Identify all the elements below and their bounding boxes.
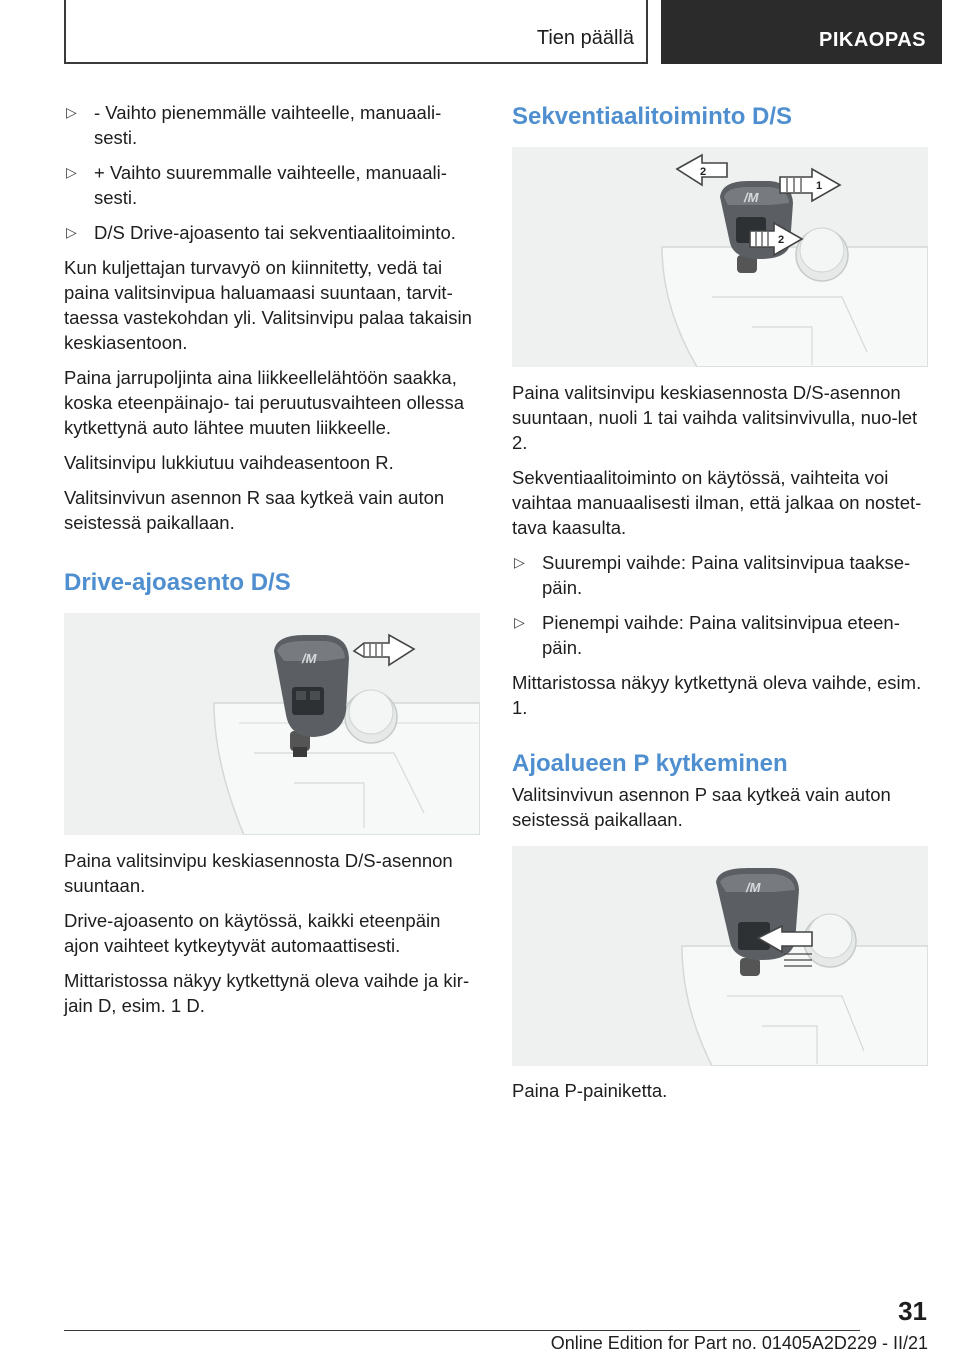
- gear-selector-illustration: [64, 613, 480, 835]
- paragraph: Sekventiaalitoiminto on käytössä, vaihteita voi vaihtaa manuaalisesti ilman, että jalkaa on nostet-tava kaasulta.: [512, 467, 922, 538]
- bullet-item: [512, 550, 928, 600]
- bullet-item: [64, 160, 480, 210]
- svg-text:/M: /M: [744, 190, 759, 205]
- gear-selector-illustration: [512, 147, 928, 367]
- section-heading-drive: Drive-ajoasento D/S: [64, 569, 291, 596]
- section-heading-park: Ajoalueen P kytkeminen: [512, 750, 788, 777]
- header-section-box: [64, 0, 648, 64]
- paragraph: Valitsinvivun asennon P saa kytkeä vain auton seistessä paikallaan.: [512, 784, 891, 830]
- paragraph: Paina valitsinvipu keskiasennosta D/S-asennon suuntaan.: [64, 850, 453, 896]
- edition-note: Online Edition for Part no. 01405A2D229 - II/21: [550, 1333, 928, 1353]
- right-column: [512, 100, 928, 1113]
- gear-selector-figure-sequential: [512, 147, 928, 367]
- svg-text:/M: /M: [302, 651, 317, 666]
- arrow-label-2-lower: 2: [778, 234, 785, 246]
- triangle-bullet-icon: ▷: [66, 224, 77, 240]
- left-column: [64, 100, 480, 1028]
- svg-text:/M: /M: [746, 880, 761, 895]
- paragraph: Paina jarrupoljinta aina liikkeellelähtöön saakka, koska eteenpäinajo- tai peruutusvaihteen ollessa kytkettynä auto lähtee muuten liikkeelle.: [64, 367, 465, 438]
- paragraph: Drive-ajoasento on käytössä, kaikki eteenpäin ajon vaihteet kytkeytyvät automaattisesti.: [64, 910, 441, 956]
- triangle-bullet-icon: ▷: [66, 164, 77, 180]
- bullet-item: [512, 610, 928, 660]
- header-section-title: Tien päällä: [536, 27, 634, 49]
- paragraph: Kun kuljettajan turvavyö on kiinnitetty, vedä tai paina valitsinvipua haluamaasi suuntaan, tarvit-taessa vastekohdan yli. Valitsinvipu palaa takaisin keskiasentoon.: [64, 257, 472, 353]
- arrow-label-1: 1: [816, 180, 823, 192]
- gear-selector-figure-park: [512, 846, 928, 1066]
- arrow-label-2-upper: 2: [700, 166, 707, 178]
- page-number: 31: [898, 1296, 927, 1326]
- bullet-item: [64, 100, 480, 150]
- paragraph: Paina valitsinvipu keskiasennosta D/S-asennon suuntaan, nuoli 1 tai vaihda valitsinvivulla, nuo-let 2.: [512, 382, 918, 453]
- gear-selector-figure-drive: [64, 613, 480, 835]
- gear-selector-illustration: [512, 846, 928, 1066]
- bullet-item: [64, 220, 480, 245]
- bullet-text: D/S Drive-ajoasento tai sekventiaalitoiminto.: [94, 222, 456, 243]
- header-guide-tab: [661, 0, 942, 64]
- paragraph: Mittaristossa näkyy kytkettynä oleva vaihde ja kir-jain D, esim. 1 D.: [64, 970, 470, 1016]
- paragraph: Mittaristossa näkyy kytkettynä oleva vaihde, esim. 1.: [512, 672, 922, 718]
- bullet-text: Pienempi vaihde: Paina valitsinvipua eteen-päin.: [542, 612, 900, 658]
- triangle-bullet-icon: ▷: [514, 554, 525, 570]
- paragraph: Valitsinvipu lukkiutuu vaihdeasentoon R.: [64, 452, 394, 473]
- section-heading-sequential: Sekventiaalitoiminto D/S: [512, 103, 793, 130]
- header-guide-label: PIKAOPAS: [819, 29, 926, 51]
- triangle-bullet-icon: ▷: [66, 104, 77, 120]
- footer-divider: [64, 1330, 860, 1331]
- paragraph: Paina P-painiketta.: [512, 1080, 668, 1101]
- bullet-text: + Vaihto suuremmalle vaihteelle, manuaali- sesti.: [94, 162, 447, 208]
- triangle-bullet-icon: ▷: [514, 614, 525, 630]
- bullet-text: Suurempi vaihde: Paina valitsinvipua taakse-päin.: [542, 552, 911, 598]
- bullet-text: - Vaihto pienemmälle vaihteelle, manuaali- sesti.: [94, 102, 442, 148]
- paragraph: Valitsinvivun asennon R saa kytkeä vain auton seistessä paikallaan.: [64, 487, 445, 533]
